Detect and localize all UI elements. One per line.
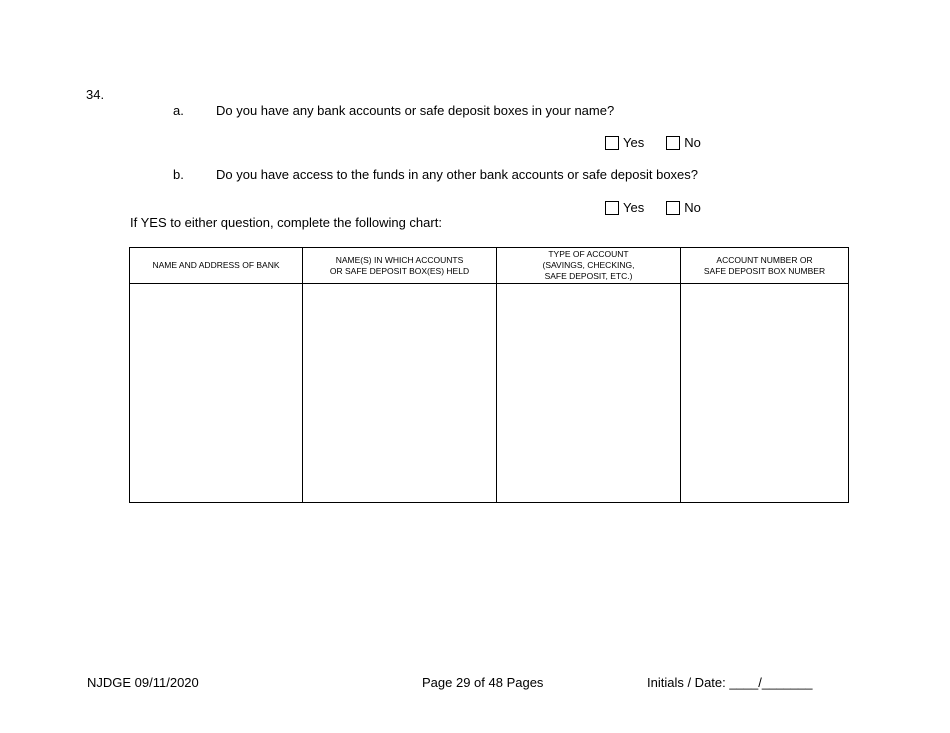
question-b-no-checkbox[interactable] xyxy=(666,201,680,215)
question-b-yes-label: Yes xyxy=(623,200,645,215)
question-a-letter: a. xyxy=(173,103,184,118)
question-a-yes-checkbox[interactable] xyxy=(605,136,619,150)
cell-bank-name-address[interactable] xyxy=(130,284,303,503)
question-b-no-label: No xyxy=(684,200,701,215)
footer-initials-date: Initials / Date: ____/_______ xyxy=(647,675,813,690)
cell-account-type[interactable] xyxy=(497,284,681,503)
question-b-text: Do you have access to the funds in any other bank accounts or safe deposit boxes? xyxy=(216,167,699,182)
header-account-holder-names: NAME(S) IN WHICH ACCOUNTS OR SAFE DEPOSIT BOX(ES) HELD xyxy=(303,248,497,284)
cell-account-number[interactable] xyxy=(681,284,849,503)
chart-intro: If YES to either question, complete the following chart: xyxy=(130,215,442,230)
bank-accounts-table xyxy=(129,247,849,503)
footer-page-number: Page 29 of 48 Pages xyxy=(422,675,544,690)
header-account-type: TYPE OF ACCOUNT (SAVINGS, CHECKING, SAFE DEPOSIT, ETC.) xyxy=(497,248,681,284)
header-account-number: ACCOUNT NUMBER OR SAFE DEPOSIT BOX NUMBER xyxy=(681,248,849,284)
question-a-text: Do you have any bank accounts or safe deposit boxes in your name? xyxy=(216,103,615,118)
table-header-row xyxy=(130,248,849,284)
question-b-yes-checkbox[interactable] xyxy=(605,201,619,215)
question-a-yes-label: Yes xyxy=(623,135,645,150)
table-row xyxy=(130,284,849,503)
question-a-no-checkbox[interactable] xyxy=(666,136,680,150)
question-a-no-label: No xyxy=(684,135,701,150)
cell-account-holder-names[interactable] xyxy=(303,284,497,503)
header-bank-name-address: NAME AND ADDRESS OF BANK xyxy=(130,248,303,284)
question-number: 34. xyxy=(86,87,105,102)
footer-form-id: NJDGE 09/11/2020 xyxy=(87,675,199,690)
question-b-answers xyxy=(605,200,701,215)
question-a-answers xyxy=(605,135,701,150)
question-b-letter: b. xyxy=(173,167,184,182)
